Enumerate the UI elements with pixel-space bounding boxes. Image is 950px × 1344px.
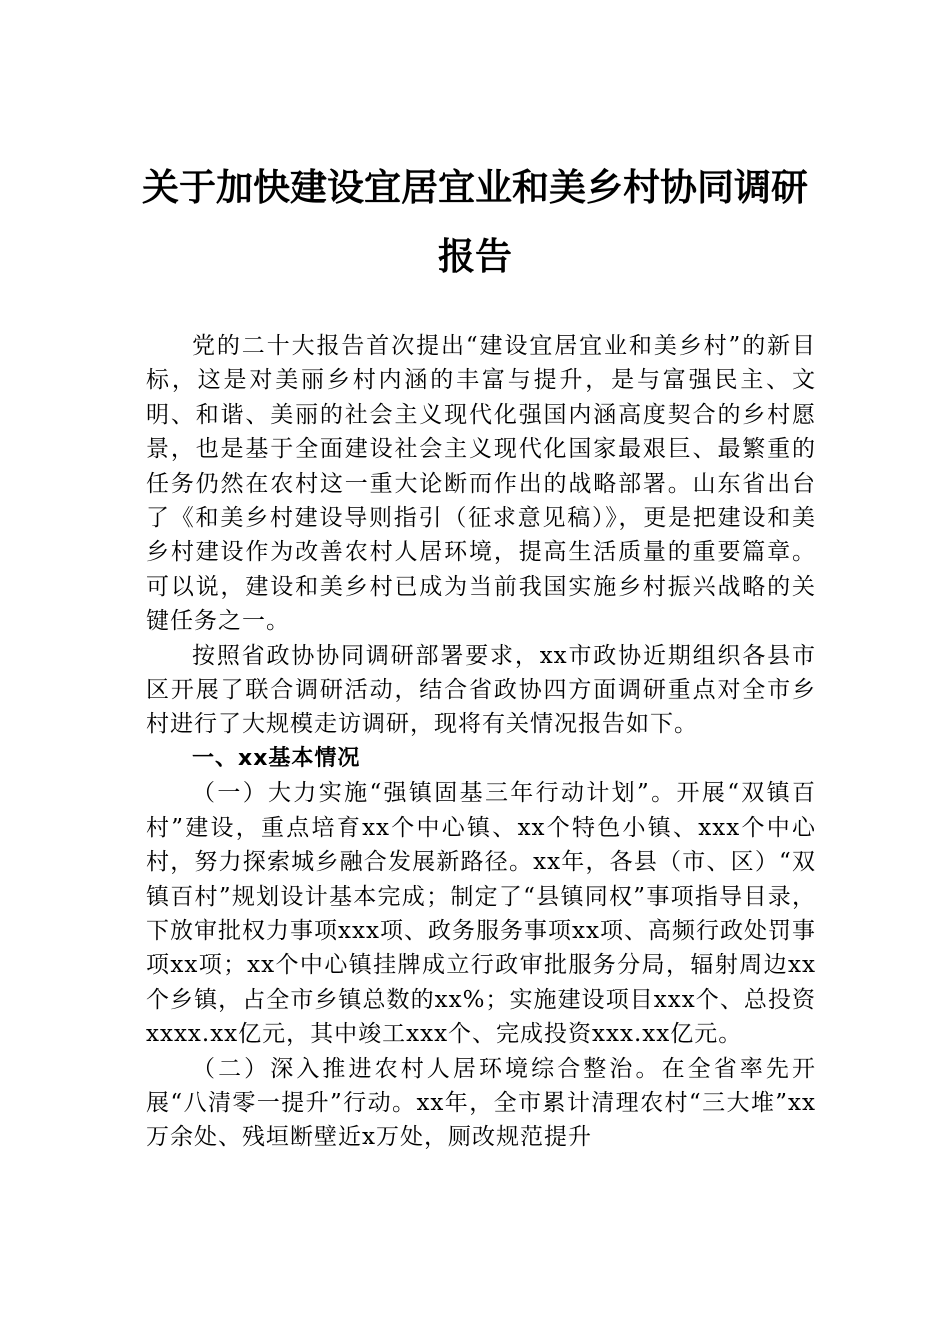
- section-paragraph-1: （一）大力实施“强镇固基三年行动计划”。开展“双镇百村”建设，重点培育xx个中心镇、xx个特色小镇、xxx个中心村，努力探索城乡融合发展新路径。xx年，各县（市、区）“双镇百村”规划设计基本完成；制定了“县镇同权”事项指导目录，下放审批权力事项xxx项、政务服务事项xx项、高频行政处罚事项xx项；xx个中心镇挂牌成立行政审批服务分局，辐射周边xx个乡镇，占全市乡镇总数的xx%；实施建设项目xxx个、总投资xxxx.xx亿元，其中竣工xxx个、完成投资xxx.xx亿元。: [146, 780, 816, 1048]
- document-body: [146, 329, 816, 1155]
- section-paragraph-2: （二）深入推进农村人居环境综合整治。在全省率先开展“八清零一提升”行动。xx年，全市累计清理农村“三大堆”xx万余处、残垣断壁近x万处，厕改规范提升: [146, 1055, 816, 1151]
- intro-paragraph-1: 党的二十大报告首次提出“建设宜居宜业和美乡村”的新目标，这是对美丽乡村内涵的丰富与提升，是与富强民主、文明、和谐、美丽的社会主义现代化强国内涵高度契合的乡村愿景，也是基于全面建设社会主义现代化国家最艰巨、最繁重的任务仍然在农村这一重大论断而作出的战略部署。山东省出台了《和美乡村建设导则指引（征求意见稿）》，更是把建设和美乡村建设作为改善农村人居环境，提高生活质量的重要篇章。可以说，建设和美乡村已成为当前我国实施乡村振兴战略的关键任务之一。: [146, 333, 816, 635]
- document-title-line-2: 报告: [438, 234, 512, 278]
- intro-paragraph-2: 按照省政协协同调研部署要求，xx市政协近期组织各县市区开展了联合调研活动，结合省政协四方面调研重点对全市乡村进行了大规模走访调研，现将有关情况报告如下。: [146, 642, 816, 738]
- document-title-line-1: 关于加快建设宜居宜业和美乡村协同调研: [142, 165, 808, 209]
- section-heading: 一、xx基本情况: [192, 745, 361, 771]
